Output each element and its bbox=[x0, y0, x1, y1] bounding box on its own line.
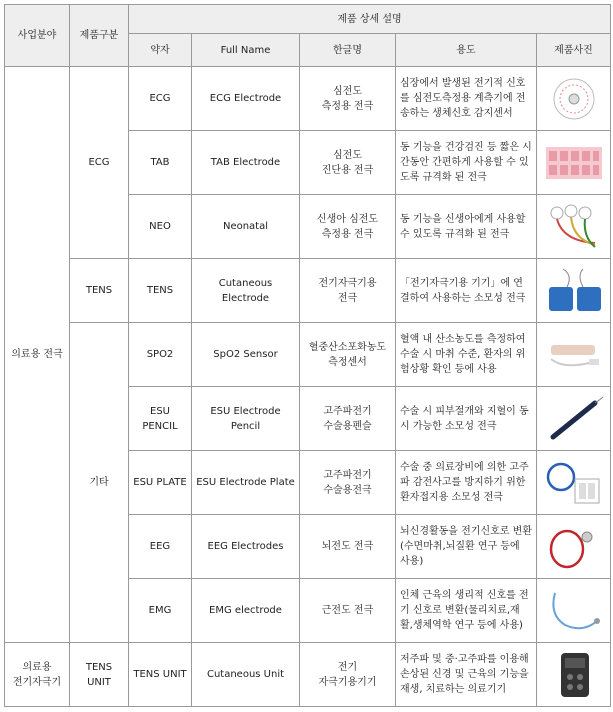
table-row bbox=[5, 323, 611, 387]
cell-usage: 저주파 및 중·고주파를 이용해 손상된 신경 및 근육의 기능을 재생, 치료하는 의료기기 bbox=[396, 643, 537, 707]
neonatal-electrode-icon bbox=[543, 201, 605, 253]
cell-full-name: ESU Electrode Pencil bbox=[192, 387, 300, 451]
header-category: 제품구분 bbox=[70, 5, 129, 67]
cell-abbr: ECG bbox=[129, 67, 192, 131]
cell-korean-name: 심전도 진단용 전극 bbox=[300, 131, 396, 195]
cell-korean-name: 심전도 측정용 전극 bbox=[300, 67, 396, 131]
cell-korean-name: 신생아 심전도 측정용 전극 bbox=[300, 195, 396, 259]
header-abbr: 약자 bbox=[129, 34, 192, 67]
category-ecg: ECG bbox=[70, 67, 129, 259]
cell-full-name: Cutaneous Unit bbox=[192, 643, 300, 707]
cell-abbr: EMG bbox=[129, 579, 192, 643]
cell-usage: 「전기자극기용 기기」에 연결하여 사용하는 소모성 전극 bbox=[396, 259, 537, 323]
emg-electrode-icon bbox=[543, 585, 605, 637]
cell-usage: 동 기능을 신생아에게 사용할 수 있도록 규격화 된 전극 bbox=[396, 195, 537, 259]
cell-full-name: Cutaneous Electrode bbox=[192, 259, 300, 323]
table-row bbox=[5, 259, 611, 323]
tens-unit-icon bbox=[543, 649, 605, 701]
cell-full-name: ESU Electrode Plate bbox=[192, 451, 300, 515]
table-row bbox=[5, 67, 611, 131]
header-usage: 용도 bbox=[396, 34, 537, 67]
cell-usage: 혈액 내 산소농도를 측정하여 수술 시 마취 수준, 환자의 위험상황 확인 등에 사용 bbox=[396, 323, 537, 387]
eeg-electrode-icon bbox=[543, 521, 605, 573]
cell-usage: 수술 중 의료장비에 의한 고주파 감전사고를 방지하기 위한 환자접지용 소모성 전극 bbox=[396, 451, 537, 515]
cell-usage: 인체 근육의 생리적 신호를 전기 신호로 변환(물리치료,재활,생체역학 연구 등에 사용) bbox=[396, 579, 537, 643]
cell-usage: 동 기능을 건강검진 등 짧은 시간동안 간편하게 사용할 수 있도록 규격화 된 전극 bbox=[396, 131, 537, 195]
cell-abbr: NEO bbox=[129, 195, 192, 259]
category-tens: TENS bbox=[70, 259, 129, 323]
esu-plate-icon bbox=[543, 457, 605, 509]
cell-full-name: EEG Electrodes bbox=[192, 515, 300, 579]
ecg-electrode-icon bbox=[543, 73, 605, 125]
category-other: 기타 bbox=[70, 323, 129, 643]
cell-korean-name: 혈중산소포화농도 측정센서 bbox=[300, 323, 396, 387]
cell-abbr: TENS UNIT bbox=[129, 643, 192, 707]
cell-abbr: ESU PENCIL bbox=[129, 387, 192, 451]
table-row bbox=[5, 643, 611, 707]
cell-abbr: SPO2 bbox=[129, 323, 192, 387]
cell-full-name: SpO2 Sensor bbox=[192, 323, 300, 387]
cell-usage: 뇌신경활동을 전기신호로 변환(수면마취,뇌질환 연구 등에 사용) bbox=[396, 515, 537, 579]
tab-electrode-icon bbox=[543, 137, 605, 189]
esu-pencil-icon bbox=[543, 393, 605, 445]
header-korean-name: 한글명 bbox=[300, 34, 396, 67]
header-full-name: Full Name bbox=[192, 34, 300, 67]
cell-full-name: EMG electrode bbox=[192, 579, 300, 643]
cell-korean-name: 고주파전기 수술용전극 bbox=[300, 451, 396, 515]
cell-abbr: ESU PLATE bbox=[129, 451, 192, 515]
cell-full-name: Neonatal bbox=[192, 195, 300, 259]
cell-abbr: EEG bbox=[129, 515, 192, 579]
cell-korean-name: 전기자극기용 전극 bbox=[300, 259, 396, 323]
header-field: 사업분야 bbox=[5, 5, 70, 67]
cell-abbr: TENS bbox=[129, 259, 192, 323]
tens-electrode-icon bbox=[543, 265, 605, 317]
cell-full-name: ECG Electrode bbox=[192, 67, 300, 131]
cell-korean-name: 뇌전도 전극 bbox=[300, 515, 396, 579]
header-detail: 제품 상세 설명 bbox=[129, 5, 611, 34]
cell-abbr: TAB bbox=[129, 131, 192, 195]
header-photo: 제품사진 bbox=[537, 34, 611, 67]
field-medical-stimulator: 의료용 전기자극기 bbox=[5, 643, 70, 707]
cell-korean-name: 고주파전기 수술용펜슬 bbox=[300, 387, 396, 451]
cell-full-name: TAB Electrode bbox=[192, 131, 300, 195]
field-medical-electrode: 의료용 전극 bbox=[5, 67, 70, 643]
product-table bbox=[4, 4, 611, 707]
cell-korean-name: 근전도 전극 bbox=[300, 579, 396, 643]
spo2-sensor-icon bbox=[543, 329, 605, 381]
cell-usage: 심장에서 발생된 전기적 신호를 심전도측정용 계측기에 전송하는 생체신호 감지센서 bbox=[396, 67, 537, 131]
category-tens-unit: TENS UNIT bbox=[70, 643, 129, 707]
cell-korean-name: 전기 자극기용기기 bbox=[300, 643, 396, 707]
cell-usage: 수술 시 피부절개와 지혈이 동시 가능한 소모성 전극 bbox=[396, 387, 537, 451]
